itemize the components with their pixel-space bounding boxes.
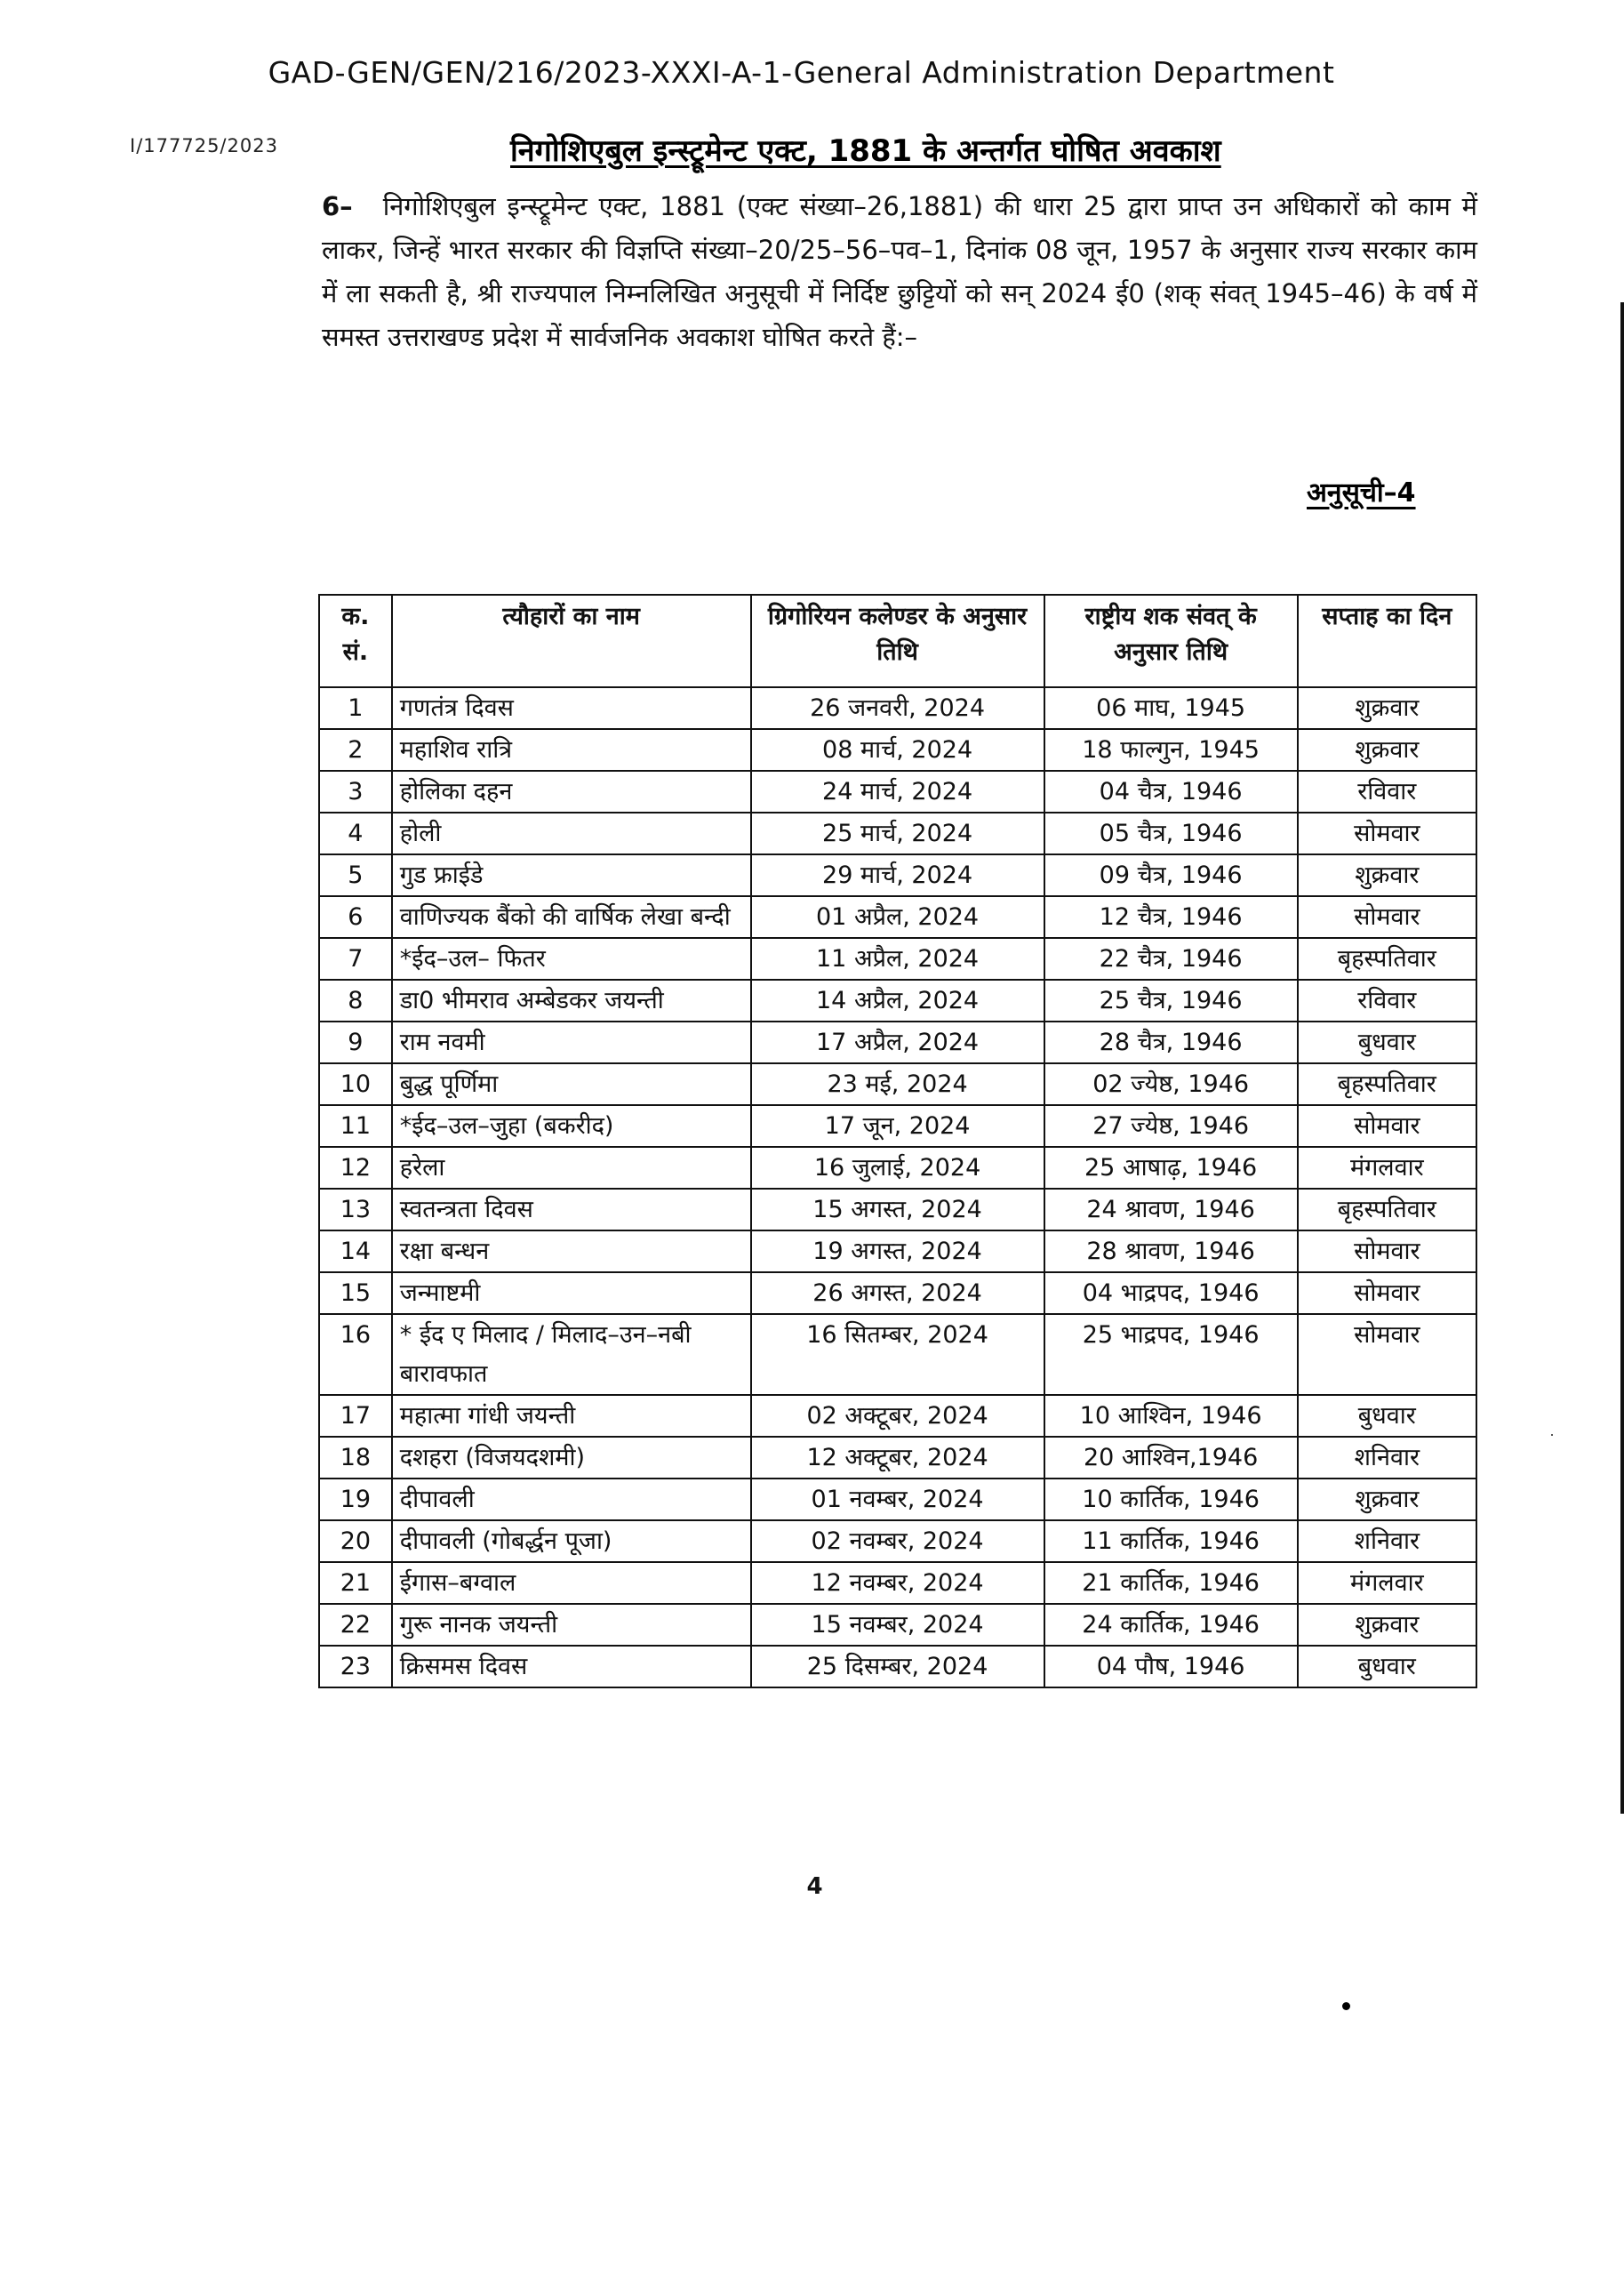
cell-serial: 11 <box>319 1105 392 1147</box>
cell-serial: 1 <box>319 687 392 729</box>
cell-festival-name: दशहरा (विजयदशमी) <box>392 1437 751 1479</box>
table-row <box>319 896 1476 938</box>
table-row <box>319 980 1476 1022</box>
cell-saka-date: 11 कार्तिक, 1946 <box>1044 1520 1298 1562</box>
cell-festival-name: रक्षा बन्धन <box>392 1230 751 1272</box>
cell-serial: 20 <box>319 1520 392 1562</box>
cell-serial: 10 <box>319 1063 392 1105</box>
cell-gregorian-date: 23 मई, 2024 <box>751 1063 1044 1105</box>
cell-gregorian-date: 25 दिसम्बर, 2024 <box>751 1646 1044 1687</box>
cell-saka-date: 04 पौष, 1946 <box>1044 1646 1298 1687</box>
cell-weekday: बृहस्पतिवार <box>1298 1189 1476 1230</box>
cell-serial: 16 <box>319 1314 392 1395</box>
cell-serial: 9 <box>319 1022 392 1063</box>
cell-festival-name: *ईद–उल–जुहा (बकरीद) <box>392 1105 751 1147</box>
table-row <box>319 1189 1476 1230</box>
file-number: I/177725/2023 <box>130 135 278 156</box>
cell-gregorian-date: 17 अप्रैल, 2024 <box>751 1022 1044 1063</box>
table-row <box>319 1479 1476 1520</box>
cell-gregorian-date: 15 अगस्त, 2024 <box>751 1189 1044 1230</box>
cell-festival-name: बुद्ध पूर्णिमा <box>392 1063 751 1105</box>
table-row <box>319 687 1476 729</box>
table-row <box>319 1437 1476 1479</box>
cell-serial: 12 <box>319 1147 392 1189</box>
cell-serial: 4 <box>319 813 392 854</box>
table-row <box>319 1646 1476 1687</box>
page-number: 4 <box>806 1873 823 1900</box>
cell-festival-name: जन्माष्टमी <box>392 1272 751 1314</box>
cell-serial: 19 <box>319 1479 392 1520</box>
cell-festival-name: हरेला <box>392 1147 751 1189</box>
cell-festival-name: स्वतन्त्रता दिवस <box>392 1189 751 1230</box>
cell-gregorian-date: 02 नवम्बर, 2024 <box>751 1520 1044 1562</box>
cell-weekday: सोमवार <box>1298 1272 1476 1314</box>
table-row <box>319 1314 1476 1395</box>
cell-saka-date: 25 भाद्रपद, 1946 <box>1044 1314 1298 1395</box>
cell-gregorian-date: 29 मार्च, 2024 <box>751 854 1044 896</box>
cell-festival-name: गुरू नानक जयन्ती <box>392 1604 751 1646</box>
scan-edge-line <box>1620 302 1624 1814</box>
cell-weekday: शनिवार <box>1298 1520 1476 1562</box>
table-row <box>319 1230 1476 1272</box>
cell-weekday: शुक्रवार <box>1298 854 1476 896</box>
cell-weekday: बुधवार <box>1298 1646 1476 1687</box>
cell-serial: 22 <box>319 1604 392 1646</box>
cell-weekday: रविवार <box>1298 771 1476 813</box>
cell-serial: 13 <box>319 1189 392 1230</box>
cell-gregorian-date: 08 मार्च, 2024 <box>751 729 1044 771</box>
cell-saka-date: 24 कार्तिक, 1946 <box>1044 1604 1298 1646</box>
cell-saka-date: 02 ज्येष्ठ, 1946 <box>1044 1063 1298 1105</box>
cell-gregorian-date: 16 जुलाई, 2024 <box>751 1147 1044 1189</box>
cell-festival-name: महाशिव रात्रि <box>392 729 751 771</box>
cell-weekday: मंगलवार <box>1298 1147 1476 1189</box>
cell-festival-name: दीपावली (गोबर्द्धन पूजा) <box>392 1520 751 1562</box>
cell-festival-name: डा0 भीमराव अम्बेडकर जयन्ती <box>392 980 751 1022</box>
cell-saka-date: 25 चैत्र, 1946 <box>1044 980 1298 1022</box>
cell-weekday: सोमवार <box>1298 1105 1476 1147</box>
cell-festival-name: होलिका दहन <box>392 771 751 813</box>
cell-weekday: बुधवार <box>1298 1022 1476 1063</box>
cell-weekday: सोमवार <box>1298 1230 1476 1272</box>
cell-weekday: बृहस्पतिवार <box>1298 1063 1476 1105</box>
cell-saka-date: 05 चैत्र, 1946 <box>1044 813 1298 854</box>
table-row <box>319 1022 1476 1063</box>
scan-speck <box>1551 1434 1553 1436</box>
cell-serial: 15 <box>319 1272 392 1314</box>
cell-gregorian-date: 12 अक्टूबर, 2024 <box>751 1437 1044 1479</box>
cell-serial: 23 <box>319 1646 392 1687</box>
cell-weekday: सोमवार <box>1298 1314 1476 1395</box>
cell-serial: 5 <box>319 854 392 896</box>
table-row <box>319 1272 1476 1314</box>
cell-festival-name: महात्मा गांधी जयन्ती <box>392 1395 751 1437</box>
cell-weekday: बृहस्पतिवार <box>1298 938 1476 980</box>
header-gregorian-date: ग्रिगोरियन कलेण्डर के अनुसार तिथि <box>751 595 1044 687</box>
cell-saka-date: 25 आषाढ़, 1946 <box>1044 1147 1298 1189</box>
table-row <box>319 1395 1476 1437</box>
cell-gregorian-date: 17 जून, 2024 <box>751 1105 1044 1147</box>
cell-weekday: शुक्रवार <box>1298 729 1476 771</box>
cell-saka-date: 28 चैत्र, 1946 <box>1044 1022 1298 1063</box>
cell-gregorian-date: 24 मार्च, 2024 <box>751 771 1044 813</box>
cell-gregorian-date: 16 सितम्बर, 2024 <box>751 1314 1044 1395</box>
table-row <box>319 938 1476 980</box>
cell-serial: 8 <box>319 980 392 1022</box>
cell-weekday: शुक्रवार <box>1298 1479 1476 1520</box>
cell-saka-date: 27 ज्येष्ठ, 1946 <box>1044 1105 1298 1147</box>
cell-saka-date: 22 चैत्र, 1946 <box>1044 938 1298 980</box>
table-row <box>319 1604 1476 1646</box>
cell-gregorian-date: 26 जनवरी, 2024 <box>751 687 1044 729</box>
cell-festival-name: क्रिसमस दिवस <box>392 1646 751 1687</box>
scan-dot-mark <box>1342 2002 1350 2010</box>
cell-festival-name: दीपावली <box>392 1479 751 1520</box>
cell-saka-date: 20 आश्विन,1946 <box>1044 1437 1298 1479</box>
header-festival-name: त्यौहारों का नाम <box>392 595 751 687</box>
cell-serial: 14 <box>319 1230 392 1272</box>
cell-weekday: बुधवार <box>1298 1395 1476 1437</box>
cell-weekday: सोमवार <box>1298 896 1476 938</box>
table-row <box>319 854 1476 896</box>
cell-festival-name: होली <box>392 813 751 854</box>
table-row <box>319 1147 1476 1189</box>
holiday-table <box>318 594 1477 1688</box>
cell-saka-date: 10 कार्तिक, 1946 <box>1044 1479 1298 1520</box>
table-row <box>319 729 1476 771</box>
cell-serial: 3 <box>319 771 392 813</box>
cell-festival-name: * ईद ए मिलाद / मिलाद–उन–नबी बारावफात <box>392 1314 751 1395</box>
cell-serial: 17 <box>319 1395 392 1437</box>
cell-weekday: सोमवार <box>1298 813 1476 854</box>
holiday-table-body <box>319 687 1476 1687</box>
cell-festival-name: *ईद–उल– फितर <box>392 938 751 980</box>
cell-serial: 2 <box>319 729 392 771</box>
cell-saka-date: 04 भाद्रपद, 1946 <box>1044 1272 1298 1314</box>
cell-saka-date: 28 श्रावण, 1946 <box>1044 1230 1298 1272</box>
cell-weekday: शनिवार <box>1298 1437 1476 1479</box>
header-saka-date: राष्ट्रीय शक संवत् के अनुसार तिथि <box>1044 595 1298 687</box>
cell-festival-name: गणतंत्र दिवस <box>392 687 751 729</box>
paragraph-text: निगोशिएबुल इन्स्ट्रूमेन्ट एक्ट, 1881 (एक्ट संख्या–26,1881) की धारा 25 द्वारा प्राप्त उन अधिकारों को काम में लाकर, जिन्हें भारत सरकार की विज्ञप्ति संख्या–20/25–56–पव–1, दिनांक 08 जून, 1957 के अनुसार राज्य सरकार काम में ला सकती है, श्री राज्यपाल निम्नलिखित अनुसूची में निर्दिष्ट छुट्टियों को सन् 2024 ई0 (शक् संवत् 1945–46) के वर्ष में समस्त उत्तराखण्ड प्रदेश में सार्वजनिक अवकाश घोषित करते हैं:– <box>322 191 1477 352</box>
cell-gregorian-date: 19 अगस्त, 2024 <box>751 1230 1044 1272</box>
cell-weekday: शुक्रवार <box>1298 687 1476 729</box>
header-weekday: सप्ताह का दिन <box>1298 595 1476 687</box>
cell-festival-name: ईगास–बग्वाल <box>392 1562 751 1604</box>
cell-gregorian-date: 11 अप्रैल, 2024 <box>751 938 1044 980</box>
cell-serial: 7 <box>319 938 392 980</box>
table-row <box>319 1063 1476 1105</box>
cell-gregorian-date: 12 नवम्बर, 2024 <box>751 1562 1044 1604</box>
cell-saka-date: 10 आश्विन, 1946 <box>1044 1395 1298 1437</box>
cell-serial: 18 <box>319 1437 392 1479</box>
cell-gregorian-date: 01 अप्रैल, 2024 <box>751 896 1044 938</box>
cell-saka-date: 09 चैत्र, 1946 <box>1044 854 1298 896</box>
cell-gregorian-date: 15 नवम्बर, 2024 <box>751 1604 1044 1646</box>
table-row <box>319 813 1476 854</box>
document-reference-header: GAD-GEN/GEN/216/2023-XXXI-A-1-General Administration Department <box>268 55 1335 90</box>
cell-gregorian-date: 25 मार्च, 2024 <box>751 813 1044 854</box>
cell-saka-date: 04 चैत्र, 1946 <box>1044 771 1298 813</box>
cell-gregorian-date: 01 नवम्बर, 2024 <box>751 1479 1044 1520</box>
cell-gregorian-date: 02 अक्टूबर, 2024 <box>751 1395 1044 1437</box>
schedule-label: अनुसूची–4 <box>1307 477 1416 509</box>
document-title: निगोशिएबुल इन्स्ट्रूमेन्ट एक्ट, 1881 के अन्तर्गत घोषित अवकाश <box>510 133 1221 169</box>
table-row <box>319 1520 1476 1562</box>
notification-paragraph <box>322 185 1477 359</box>
table-row <box>319 1105 1476 1147</box>
cell-saka-date: 21 कार्तिक, 1946 <box>1044 1562 1298 1604</box>
cell-saka-date: 12 चैत्र, 1946 <box>1044 896 1298 938</box>
cell-weekday: रविवार <box>1298 980 1476 1022</box>
cell-serial: 6 <box>319 896 392 938</box>
header-serial: क. सं. <box>319 595 392 687</box>
cell-weekday: शुक्रवार <box>1298 1604 1476 1646</box>
cell-festival-name: वाणिज्यक बैंको की वार्षिक लेखा बन्दी <box>392 896 751 938</box>
cell-saka-date: 06 माघ, 1945 <box>1044 687 1298 729</box>
cell-festival-name: गुड फ्राईडे <box>392 854 751 896</box>
table-row <box>319 1562 1476 1604</box>
cell-gregorian-date: 14 अप्रैल, 2024 <box>751 980 1044 1022</box>
cell-gregorian-date: 26 अगस्त, 2024 <box>751 1272 1044 1314</box>
table-row <box>319 771 1476 813</box>
cell-festival-name: राम नवमी <box>392 1022 751 1063</box>
cell-serial: 21 <box>319 1562 392 1604</box>
table-header-row <box>319 595 1476 687</box>
cell-weekday: मंगलवार <box>1298 1562 1476 1604</box>
paragraph-number: 6– <box>322 191 353 221</box>
cell-saka-date: 24 श्रावण, 1946 <box>1044 1189 1298 1230</box>
cell-saka-date: 18 फाल्गुन, 1945 <box>1044 729 1298 771</box>
